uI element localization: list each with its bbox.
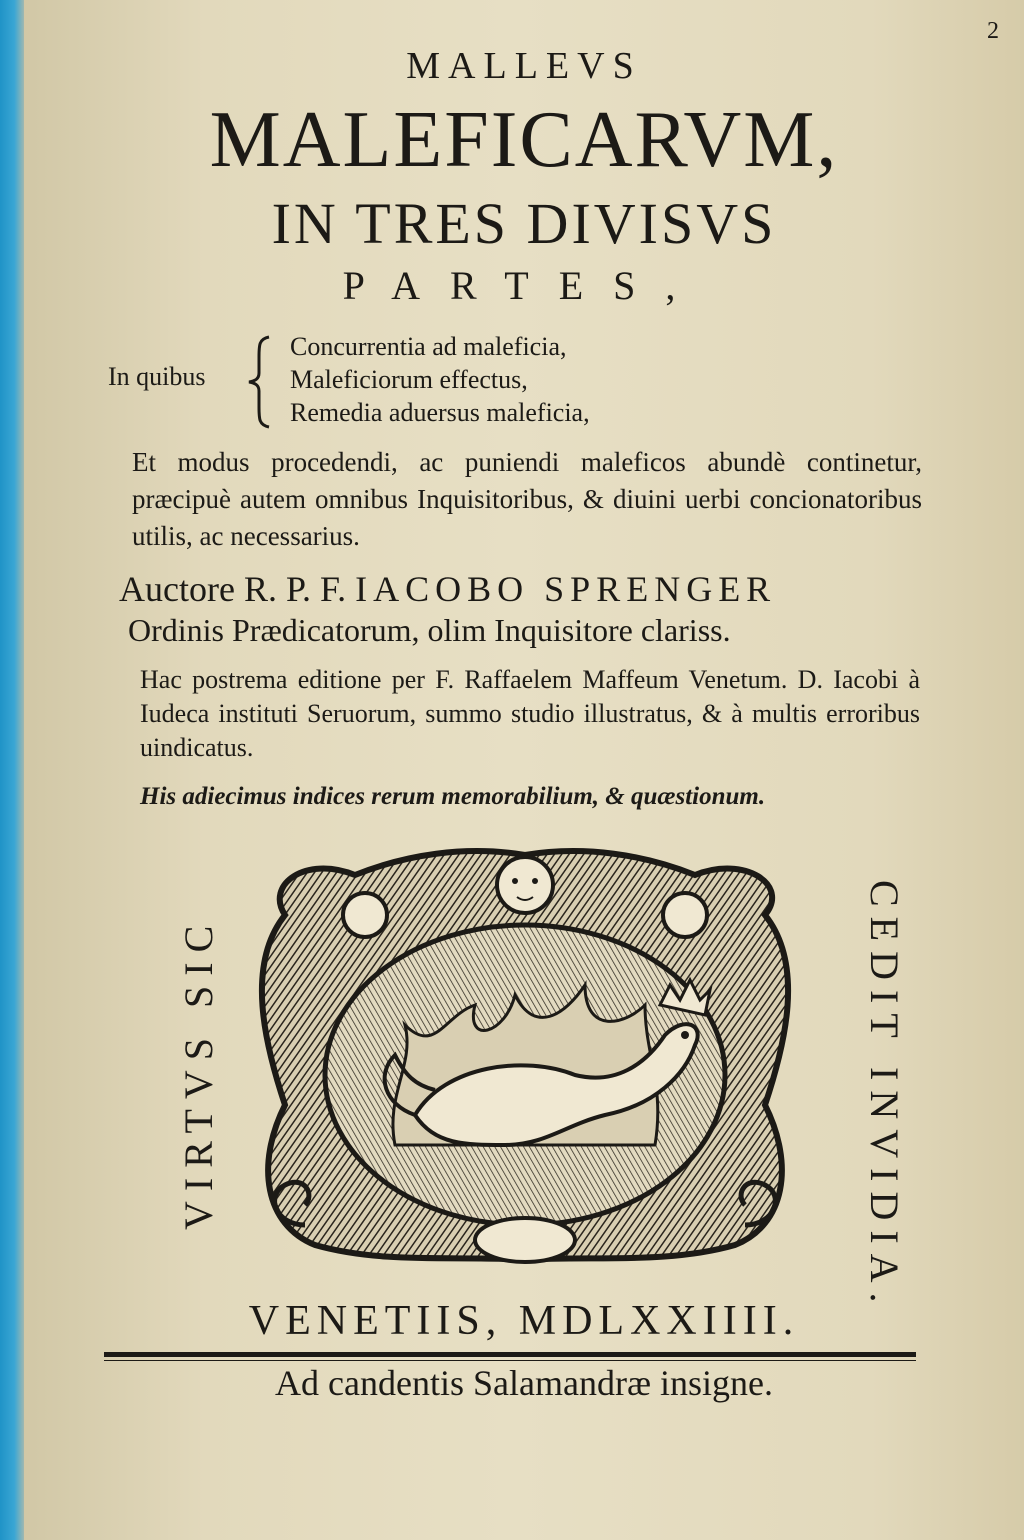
motto-right: CEDIT INVIDIA. [862,880,907,1313]
author-line-1 [119,568,776,610]
title-line-1: MALLEVS [406,45,642,87]
page-number: 2 [987,18,999,44]
contents-item: Concurrentia ad maleficia, [290,332,567,361]
curly-brace-icon [247,335,273,429]
title-line-4: PARTES, [342,263,706,308]
author-prefix: Auctore R. P. F. [119,569,347,609]
edition-note: Hac postrema editione per F. Raffaelem Maffeum Venetum. D. Iacobi à Iudeca instituti Seruorum, summo studio illustratus, & à multis erroribus uindicatus. [140,665,920,762]
printer-sign: Ad candentis Salamandræ insigne. [275,1363,773,1403]
salamander-woodcut-icon [245,845,805,1265]
motto-left: VIRTVS SIC [176,915,221,1230]
title-page [24,0,1024,1540]
divider-rule [104,1352,916,1357]
author-name: IACOBO SPRENGER [355,569,777,609]
book-spine-edge [0,0,24,1540]
indices-note: His adiecimus indices rerum memorabilium, & quæstionum. [140,783,766,810]
title-line-3: IN TRES DIVISVS [271,191,777,256]
description-paragraph: Et modus procedendi, ac puniendi maleficos abundè continetur, præcipuè autem omnibus Inquisitoribus, & diuini uerbi concionatoribus utilis, ac necessarius. [132,447,922,551]
contents-item: Remedia aduersus maleficia, [290,398,590,427]
contents-list [290,330,590,429]
imprint-place-date: VENETIIS, MDLXXIIII. [248,1298,800,1344]
contents-lead: In quibus [108,362,206,391]
title-line-2: MALEFICARVM, [209,96,839,184]
contents-item: Maleficiorum effectus, [290,365,528,394]
divider-rule-thin [104,1360,916,1361]
author-line-2: Ordinis Prædicatorum, olim Inquisitore clariss. [128,612,731,648]
